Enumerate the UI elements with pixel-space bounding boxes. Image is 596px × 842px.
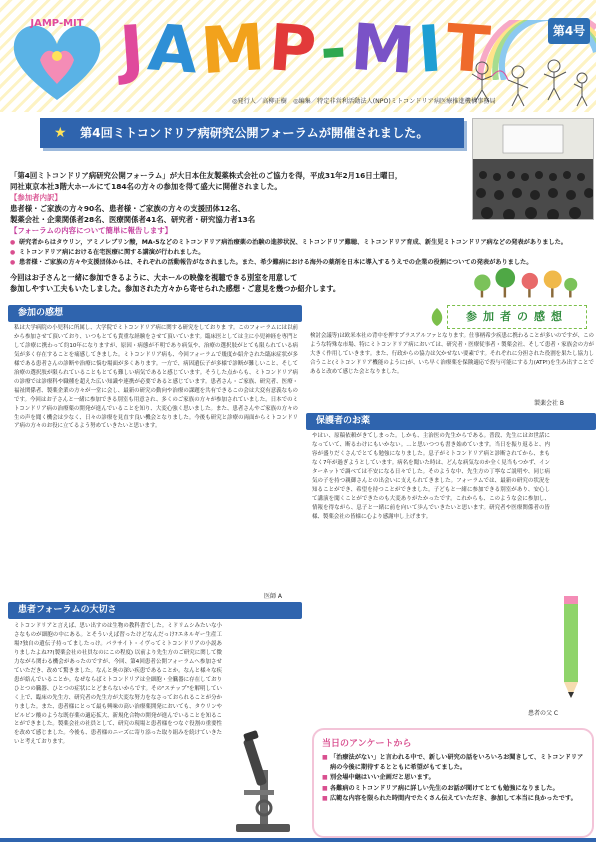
footer-line — [0, 838, 596, 842]
forum-hall-photo — [472, 118, 594, 220]
masthead-title — [117, 10, 497, 90]
survey-list — [322, 753, 584, 804]
list-item: ■ 「治療法がない」と言われる中で、新しい研究の話をいろいろお聞きして、ミトコンドリア病の今後に期待するとともに希望がもてました。 — [322, 753, 584, 773]
participants-line: 患者様・ご家族の方々90名、患者様・ご家族の方々の支援団体12名、 — [10, 204, 245, 213]
list-item: ● 研究者からはタウリン，アミノレブリン酸，MA-5などのミトコンドリア病治療薬の治験の進捗状況、ミトコンドリア難聴、ミトコンドリア育成、新生児ミトコンドリア病などの発表がありました。 — [10, 238, 594, 248]
intro-line: 同社東京本社3階大ホールにて184名の方々の参加を得て盛大に開催されました。 — [10, 182, 282, 191]
masthead-letter: T — [443, 11, 497, 89]
leaf-icon — [428, 306, 446, 328]
masthead-letter: A — [145, 11, 204, 89]
masthead-letter: - — [317, 12, 354, 88]
summary-list — [10, 238, 594, 269]
survey-box — [312, 728, 594, 838]
list-item: ■ 各難病のミトコンドリア病に詳しい先生のお話が聞けてとても勉強になりました。 — [322, 784, 584, 794]
author-signature: 医師 A — [264, 593, 283, 600]
closing-line: 今回はお子さんと一緒に参加できるように、大ホールの映像を視聴できる別室を用意して — [10, 273, 298, 282]
intro-line: 「第4回ミトコンドリア病研究公開フォーラム」が大日本住友製薬株式会社のご協力を得，平成31年2月16日土曜日， — [10, 171, 403, 180]
participants-line: 製薬会社・企業関係者28名、医療関係者41名、研究者・研究協力者13名 — [10, 215, 256, 224]
section-heading-parent: 保護者のお薬 — [306, 413, 596, 430]
participants-label: 【参加者内訳】 — [10, 193, 62, 202]
masthead-letter: P — [266, 11, 323, 89]
section-heading-forum-importance: 患者フォーラムの大切さ — [8, 602, 302, 619]
issue-badge: 第4号 — [548, 18, 590, 44]
masthead-letter: M — [198, 10, 272, 90]
pencil-icon — [556, 592, 586, 702]
section-body-pharma: 検討会議等)は欧米本社の背中を押すプラスアルファとなります。仕事柄希少疾患に携わることが多いのですが、このような特殊な市場、特にミトコンドリア病においては、研究者・医療従事者・製薬会社、そして患者・家族会の方が大きく作用していきます。また、行政からの協力は欠かせない要素です。それぞれに分担された役割を果たし協力し合うこと(ミトコンドリア機能のように)が、いち早く治療薬を保険適応で投与可能にする力(ATP!)を生み出すことであると改めて感じた会となりました。 — [310, 333, 594, 375]
survey-title: 当日のアンケートから — [322, 739, 412, 749]
trees-illustration-icon — [390, 268, 596, 304]
masthead-letter: M — [348, 10, 421, 90]
audience-photo-icon — [473, 119, 594, 220]
list-item: ● ミトコンドリア病における在宅医療に関する講演が行われました。 — [10, 248, 594, 258]
author-signature: 製薬会社 B — [534, 400, 565, 407]
heart-logo-icon — [4, 14, 110, 106]
summary-label: 【フォーラムの内容について簡単に報告します】 — [10, 226, 173, 235]
list-item: ■ 広範な内容を限られた時間内でたくさん伝えていただき、参加して本当に良かったです。 — [322, 794, 584, 804]
article-title-bar — [40, 118, 464, 148]
section-body-parent: やはい、原稿依頼がきてしまった。しかも、主治医の先生からである。普段、先生にはお世話になっていて、断るわけにもいかない。…と思いつつも書き始めています。当日を振り返ると、内容が盛りだくさんでとても勉強になりました。息子がミトコンドリア病と診断されてから、まもなく7年が過ぎようとしています。病名を聞いた時は、どんな病気なのか全く見当もつかず、インターネットで調べては不安になる日々でした。そのような中、先生方の丁寧なご説明や、同じ病気の子を持つ親御さんとの出会いに支えられてきました。フォーラムでは、最新の研究の状況を知ることができ、希望を持つことができました。子どもと一緒に参加できる別室があり、安心して講演を聞くことができたのも大変ありがたかったです。これからも、このような会に参加し、情報を得ながら、息子と一緒に前を向いて歩んでいきたいと思います。研究者や医療関係者の皆様、製薬会社の皆様に心より感謝申し上げます。 — [312, 433, 550, 520]
list-item: ● 患者様・ご家族の方々や支援団体からは、それぞれの活動報告がなされました。また、希少難病における海外の薬剤を日本に導入するうえでの企業の役割についての発表がありました。 — [10, 258, 594, 268]
closing-line: 参加しやすい工夫もいたしました。参加された方々から寄せられた感想・ご意見を幾つか紹介します。 — [10, 284, 341, 293]
voices-badge: 参加者の感想 — [447, 305, 587, 329]
section-body-forum-importance: ミトコンドリアと言えば、思い出すのは生物の教科書でした。ミドリムシみたいな小さなものが細胞の中にある。とそういえば習ったけどなんだっけ?エネルギー生産工場?独自の遺伝子持ってましたっけ。パラサイト・イヴってミトコンドリアの小説ありましたよね??(製薬会社の社員なのにこの程度) 以前より先生方のご研究に関して微力ながら関わる機会があったのですが、今回、第4回患者公開フォーラムへ参加させていただき、改めて驚きました。なんと奥の深い疾患であることか。なんと様々な疾患が絡んでいることか。なぜならばミトコンドリアは全細胞・全臓器に存在しておりひとつの臓器、ひとつの症状にとどまらないからです。その"ステップ"を解明していく上で、臨床の先生方、研究者の先生方が大変な努力をなさっておられることが分かりました。また、患者様にとって最も興味の高い治療薬開発においても、タウリンやピルビン酸のような既存薬の適応拡大、新規化合物の開発が進んでいることを知ることができました。製薬会社の社員として、研究の現場と患者様をつなぐ役割の重要性を改めて感じました。今後も、患者様のニーズに寄り添った取り組みを続けていきたいと考えております。 — [14, 623, 222, 746]
article-intro — [10, 170, 470, 236]
author-signature: 患者の父 C — [528, 710, 559, 717]
article-title: 第4回ミトコンドリア病研究公開フォーラムが開催されました。 — [80, 126, 429, 140]
publisher-info: ◎発行人／高柳正樹 ◎編集／特定非営利活動法人(NPO)ミトコンドリア病医療推進機構事務局 — [232, 98, 496, 105]
masthead-letter: J — [117, 12, 151, 88]
section-heading-impressions: 参加の感想 — [8, 305, 302, 322]
section-body-impressions: 私は大学病院の小児科に所属し、大学院でミトコンドリア病に関する研究をしておりま す。このフォーラムには以前から参加させて頂いており、いつもとても貴重な経験をさせて頂いています。臨床医としては主に小児神経を専門として診療に携わって約10年になりますが、原因・病態が不明であり病気や、治療の選択肢がとても限られている病気が多く存在することを痛感してきました。ミトコンドリア病も、今回フォーラムで幾度か紹介された臨床症状が多様である患者さんの診断や治療に悩む場面が多くあります。一方で、病因遺伝子が多様で診断が難しいこと、そして治療の選択肢が限られていることもとても難しい病気であると感じています。そうした点からも、ミトコンドリア病の診療では診療科や職種を超えた広い知識や連携が必要であると感じています。患者さん・ご家族、研究者、医療・福祉関係者、製薬企業の方々が一堂に会し、最新の研究の動向や治療の課題を共有できるこの会は大変有意義なものです。今回はお子さんと一緒に参加できる別室も用意され、多くのご家族の方々が参加されていました。日本でのミトコンドリア病の治療薬の開発が進んでいることを知り、大変心強く思いました。また、患者さんやご家族の方々の生の声を聞く機会は少なく、日々の診療を見直す良い機会となりました。今後も研究と診療の両面からミトコンドリア病の方々のお役に立てるよう努めていきたいと思います。 — [14, 325, 298, 430]
masthead-letter: I — [415, 12, 449, 88]
star-icon: ★ — [54, 125, 67, 141]
list-item: ■ 別会場中継はいい企画だと思います。 — [322, 773, 584, 783]
microscope-icon — [222, 730, 302, 834]
header — [0, 0, 596, 112]
logo-arc-text: JAMP-MIT — [30, 18, 84, 29]
